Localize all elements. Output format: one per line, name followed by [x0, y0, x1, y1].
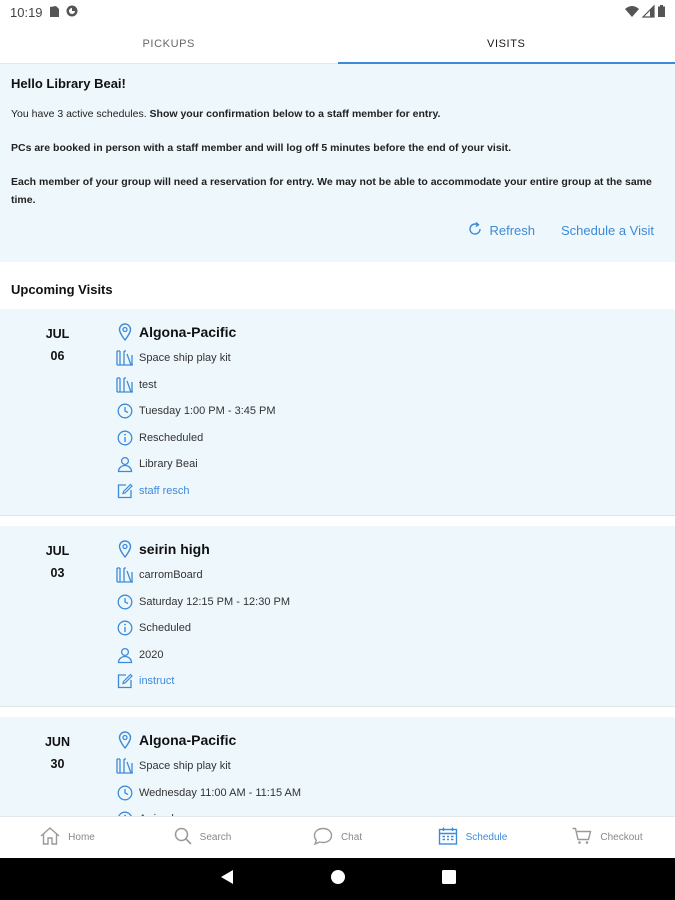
visit-location	[115, 319, 675, 345]
refresh-label: Refresh	[489, 223, 535, 238]
info-icon	[115, 620, 135, 636]
info-actions	[11, 221, 664, 240]
greeting-heading: Hello Library Beai!	[11, 76, 126, 91]
visit-time-text: Tuesday 1:00 PM - 3:45 PM	[139, 405, 276, 418]
visit-day: 06	[50, 349, 65, 363]
visit-item-name: Space ship play kit	[139, 352, 231, 365]
system-nav-bar	[0, 858, 675, 900]
visit-time	[115, 589, 675, 616]
chat-icon	[313, 827, 333, 848]
person-icon	[115, 456, 135, 472]
group-reservation-note	[11, 173, 664, 209]
library-books-icon	[115, 377, 135, 393]
visit-time-text: Wednesday 11:00 AM - 11:15 AM	[139, 786, 302, 799]
nav-checkout[interactable]	[540, 817, 675, 858]
calendar-icon	[438, 827, 458, 848]
nav-search-label: Search	[199, 832, 232, 843]
refresh-button[interactable]	[467, 221, 535, 240]
visit-item	[115, 345, 675, 372]
visit-location-name: Algona-Pacific	[139, 732, 237, 748]
status-time: 10:19	[10, 4, 43, 20]
pc-booking-note	[11, 139, 664, 157]
visit-item	[115, 753, 675, 780]
visit-card[interactable]	[0, 309, 675, 516]
group-reservation-text: Each member of your group will need a reservation for entry. We may not be able to accommodate your entire group at the same time.	[11, 176, 652, 206]
visit-day: 03	[50, 566, 65, 580]
app-notification-icon	[66, 5, 78, 20]
visit-person-name: Library Beai	[139, 458, 198, 471]
nav-chat[interactable]	[270, 817, 405, 858]
person-icon	[115, 647, 135, 663]
tab-pickups[interactable]	[0, 24, 338, 63]
visit-item-name: test	[139, 378, 157, 391]
location-pin-icon	[115, 731, 135, 749]
tab-visits-label: VISITS	[487, 37, 526, 50]
upcoming-visits-heading: Upcoming Visits	[0, 262, 675, 309]
nav-home-label: Home	[68, 832, 95, 843]
visit-month: JUL	[45, 544, 70, 558]
visit-person	[115, 642, 675, 669]
library-books-icon	[115, 350, 135, 366]
visit-item-name: Space ship play kit	[139, 760, 231, 773]
refresh-icon	[467, 221, 483, 240]
library-books-icon	[115, 758, 135, 774]
pc-booking-text: PCs are booked in person with a staff member and will log off 5 minutes before the end of your visit.	[11, 142, 511, 154]
schedule-visit-button[interactable]	[561, 221, 654, 240]
nav-schedule[interactable]	[405, 817, 540, 858]
visit-location	[115, 536, 675, 562]
nav-checkout-label: Checkout	[600, 832, 643, 843]
visit-month: JUL	[45, 327, 70, 341]
edit-note-icon	[115, 673, 135, 689]
recents-icon[interactable]	[442, 870, 456, 889]
visit-day: 30	[50, 757, 65, 771]
visit-note-text: staff resch	[139, 484, 190, 497]
location-pin-icon	[115, 323, 135, 341]
visit-location	[115, 727, 675, 753]
back-icon[interactable]	[220, 869, 234, 890]
active-schedules-text	[11, 105, 664, 123]
sim-card-icon	[50, 5, 59, 20]
visit-location-name: seirin high	[139, 541, 210, 557]
info-panel	[0, 64, 675, 262]
search-icon	[174, 827, 192, 848]
clock-icon	[115, 785, 135, 801]
visit-details	[115, 309, 675, 515]
library-books-icon	[115, 567, 135, 583]
schedule-visit-label: Schedule a Visit	[561, 223, 654, 238]
visit-time	[115, 398, 675, 425]
visits-content[interactable]	[0, 64, 675, 816]
top-tabs	[0, 24, 675, 64]
info-icon	[115, 430, 135, 446]
visit-time	[115, 780, 675, 807]
visit-item-name: carromBoard	[139, 569, 203, 582]
home-circle-icon[interactable]	[330, 869, 346, 890]
signal-icon	[643, 5, 654, 20]
tab-pickups-label: PICKUPS	[142, 37, 195, 50]
visit-details	[115, 526, 675, 706]
visit-status	[115, 425, 675, 452]
visit-status-text: Scheduled	[139, 622, 191, 635]
visit-item	[115, 372, 675, 399]
home-icon	[40, 827, 60, 848]
nav-home[interactable]	[0, 817, 135, 858]
visit-status	[115, 615, 675, 642]
wifi-icon	[625, 5, 639, 20]
location-pin-icon	[115, 540, 135, 558]
visit-note[interactable]	[115, 668, 675, 695]
visit-time-text: Saturday 12:15 PM - 12:30 PM	[139, 595, 291, 608]
visit-date	[0, 526, 115, 706]
visit-person-name: 2020	[139, 648, 164, 661]
visit-status-text: Rescheduled	[139, 431, 204, 444]
nav-chat-label: Chat	[340, 832, 363, 843]
visit-location-name: Algona-Pacific	[139, 324, 237, 340]
visit-date	[0, 309, 115, 515]
active-schedules-plain: You have 3 active schedules.	[11, 108, 150, 120]
visit-person	[115, 451, 675, 478]
active-schedules-bold: Show your confirmation below to a staff member for entry.	[149, 108, 441, 120]
visit-note-text: instruct	[139, 675, 175, 688]
tab-visits[interactable]	[338, 24, 675, 63]
visit-card[interactable]	[0, 526, 675, 707]
visit-month: JUN	[44, 735, 70, 749]
nav-search[interactable]	[135, 817, 270, 858]
visit-note[interactable]	[115, 478, 675, 505]
nav-schedule-label: Schedule	[465, 832, 508, 843]
clock-icon	[115, 594, 135, 610]
visit-item	[115, 562, 675, 589]
bottom-nav	[0, 816, 675, 858]
edit-note-icon	[115, 483, 135, 499]
status-bar	[0, 0, 675, 24]
clock-icon	[115, 403, 135, 419]
cart-icon	[572, 827, 592, 848]
battery-icon	[658, 5, 665, 20]
